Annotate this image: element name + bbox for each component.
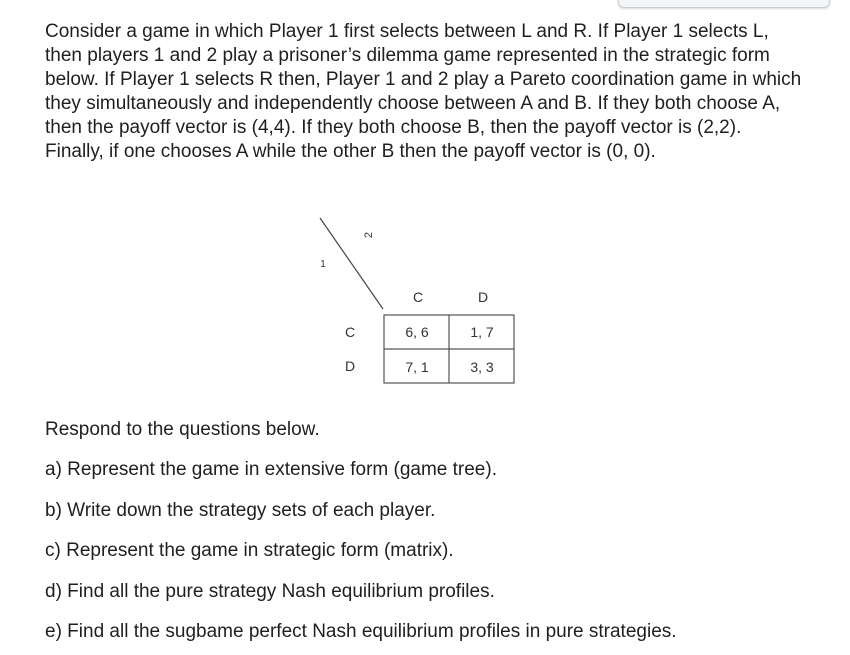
problem-text: Consider a game in which Player 1 first selects between L and R. If Player 1 selects L, then players 1 and 2 play a prisoner’s dilemma game represented in the strategic form below. If Player 1 selects R then, Player 1 and 2 play a Pareto coordination game in which they simultaneously and independently choose between A and B. If they both choose A, then the payoff vector is (4,4). If they both choose B, then the payoff vector is (2,2). Finally, if one chooses A while the other B then the payoff vector is (0, 0). <box>45 21 802 162</box>
cell-dd: 3, 3 <box>470 359 494 375</box>
question-item: b) Write down the strategy sets of each player. <box>45 499 436 521</box>
payoff-matrix-svg <box>300 210 540 400</box>
matrix-corner-diagonal <box>320 218 383 309</box>
cell-cc: 6, 6 <box>405 324 429 340</box>
question-item: e) Find all the sugbame perfect Nash equilibrium profiles in pure strategies. <box>45 621 677 642</box>
cell-dc: 7, 1 <box>405 359 429 375</box>
question-item: a) Represent the game in extensive form (game tree). <box>45 459 497 480</box>
col-header-c: C <box>412 289 424 305</box>
question-item: d) Find all the pure strategy Nash equilibrium profiles. <box>45 580 495 602</box>
question-list <box>45 458 677 655</box>
payoff-matrix-figure <box>300 210 540 400</box>
col-header-d: D <box>477 289 489 305</box>
question-item: c) Represent the game in strategic form (matrix). <box>45 540 454 561</box>
row-header-c: C <box>344 324 356 340</box>
questions-intro: Respond to the questions below. <box>45 419 320 440</box>
player-row-label: 1 <box>320 259 326 270</box>
top-tab[interactable] <box>618 0 830 8</box>
cell-cd: 1, 7 <box>470 324 494 340</box>
player-col-label: 2 <box>363 231 375 239</box>
row-header-d: D <box>344 358 356 374</box>
